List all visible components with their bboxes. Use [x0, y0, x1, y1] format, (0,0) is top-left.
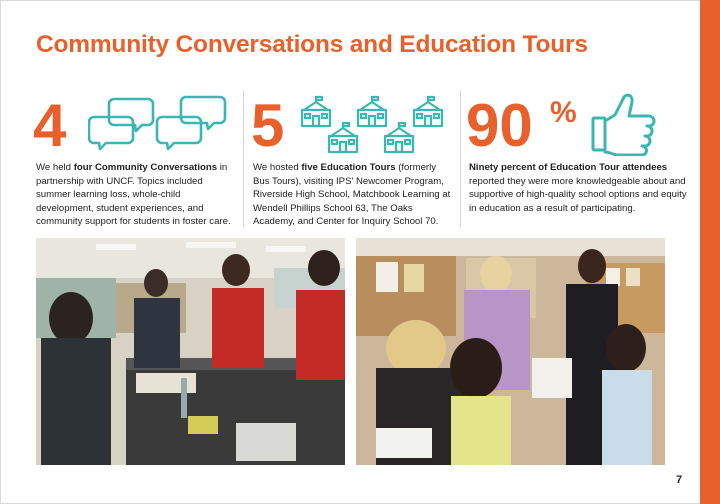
page-number: 7	[676, 474, 683, 486]
divider-2	[460, 91, 461, 227]
percent-sign: %	[550, 96, 577, 129]
page-title: Community Conversations and Education Tours	[36, 31, 588, 58]
photo-students-reading	[356, 238, 665, 465]
photo-classroom-students	[36, 238, 345, 465]
stat-number-conversations: 4	[33, 92, 67, 159]
divider-1	[243, 91, 244, 227]
stat-number-tours: 5	[251, 92, 285, 159]
stat-text-tours: We hosted five Education Tours (formerly Bus Tours), visiting IPS' Newcomer Program, Riverside High School, Matchbook Learning at Wendell Phillips School 63, The Oaks Academy, and Center for Inquiry School 70.	[253, 162, 451, 228]
stat-text-conversations: We held four Community Conversations in partnership with UNCF. Topics included summer learning loss, whole-child development, student experiences, and community support for students in foster care.	[36, 162, 231, 228]
accent-side-bar	[700, 0, 720, 504]
thumbs-up-icon	[590, 90, 658, 156]
school-buildings-icon	[296, 94, 450, 156]
speech-bubbles-icon	[88, 95, 230, 153]
stat-number-percent: 90	[466, 92, 533, 159]
stat-text-percent: Ninety percent of Education Tour attendees reported they were more knowledgeable about and supportive of high-quality school options and equity in education as a result of participating.	[469, 162, 687, 214]
